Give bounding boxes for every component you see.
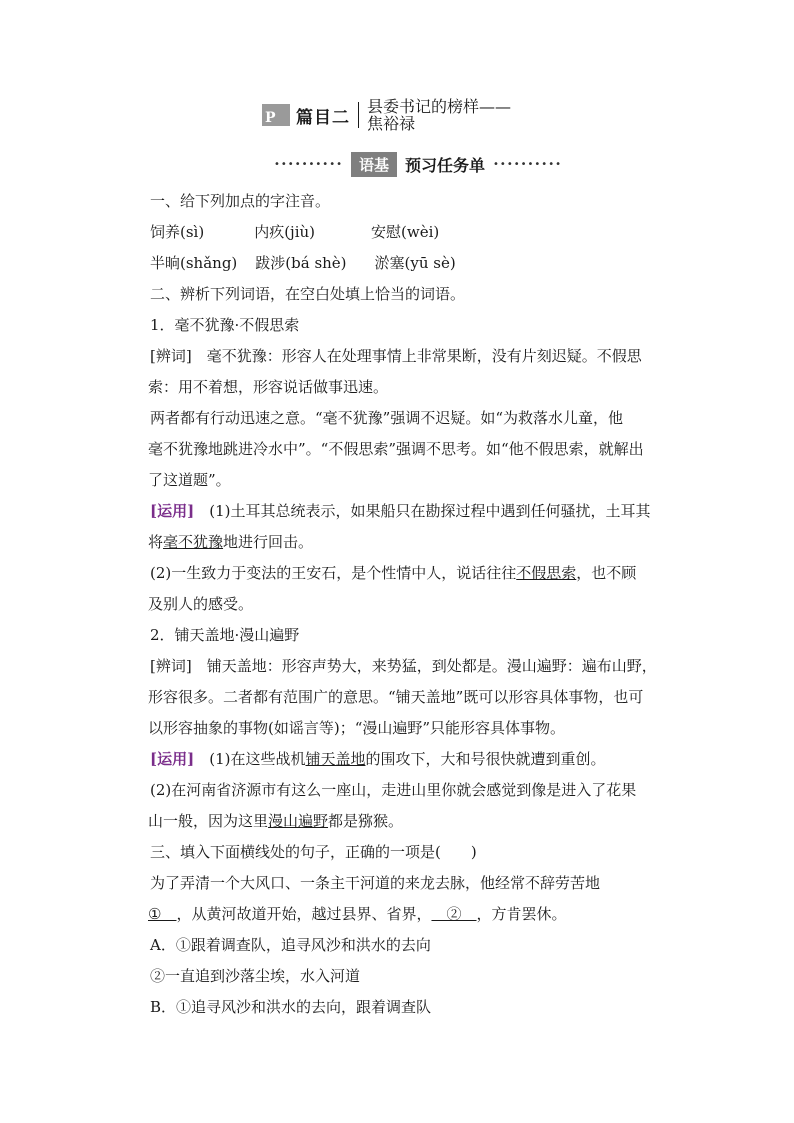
answer-underlined: 毫不犹豫 bbox=[163, 533, 224, 551]
q3-option-a-2: ②一直追到沙落尘埃，水入河道 bbox=[150, 967, 361, 985]
q3-stem-1: 为了弄清一个大风口、一条主干河道的来龙去脉，他经常不辞劳苦地 bbox=[150, 874, 601, 892]
answer-underlined: 铺天盖地 bbox=[305, 750, 366, 768]
q2-item-2-usage-1 bbox=[150, 744, 678, 775]
q2-item-2-bianxi-3: 以形容抽象的事物(如谣言等)；“漫山遍野”只能形容具体事物。 bbox=[148, 719, 566, 737]
usage-text: 都是猕猴。 bbox=[328, 812, 404, 830]
logo-letter: P bbox=[265, 110, 276, 126]
header-divider bbox=[358, 102, 359, 128]
usage-text: (1)在这些战机 bbox=[209, 750, 306, 768]
q1-heading: 一、给下列加点的字注音。 bbox=[150, 192, 331, 210]
q3-heading: 三、填入下面横线处的句子，正确的一项是( ) bbox=[150, 843, 477, 861]
usage-text: 地进行回击。 bbox=[223, 533, 314, 551]
page-header bbox=[262, 98, 511, 132]
q2-item-2-usage-2b bbox=[148, 806, 678, 837]
lesson-title bbox=[367, 98, 511, 132]
q2-item-2-title: 2．铺天盖地·漫山遍野 bbox=[150, 626, 300, 644]
banner-text: 预习任务单 bbox=[405, 156, 486, 175]
q2-item-1-usage-1 bbox=[150, 496, 678, 527]
q2-item-1-para-2: 毫不犹豫地跳进冷水中”。“不假思索”强调不思考。如“他不假思索，就解出 bbox=[148, 440, 644, 458]
usage-text: (1)土耳其总统表示，如果船只在勘探过程中遇到任何骚扰，土耳其 bbox=[209, 502, 651, 520]
section-banner bbox=[274, 152, 562, 177]
usage-text: (2)一生致力于变法的王安石，是个性情中人，说话往往 bbox=[150, 564, 517, 582]
blank-2: ② bbox=[431, 905, 477, 923]
q3-option-a-1: A．①跟着调查队，追寻风沙和洪水的去向 bbox=[150, 936, 431, 954]
banner-dots-right: •••••••••• bbox=[493, 159, 562, 170]
bianxi-label: [辨词] bbox=[150, 347, 192, 365]
q2-item-1-title: 1．毫不犹豫·不假思索 bbox=[150, 316, 300, 334]
lesson-title-line-2: 焦裕禄 bbox=[367, 114, 416, 133]
q1-row-1 bbox=[150, 217, 678, 248]
answer-underlined: 漫山遍野 bbox=[268, 812, 329, 830]
usage-text: 将 bbox=[148, 533, 164, 551]
bianxi-label: [辨词] bbox=[150, 657, 192, 675]
q2-item-1-usage-2b: 及别人的感受。 bbox=[148, 595, 254, 613]
blank-1: ① bbox=[148, 905, 177, 923]
bianxi-text: 铺天盖地：形容声势大，来势猛，到处都是。漫山遍野：遍布山野， bbox=[206, 657, 657, 675]
usage-text: ，也不顾 bbox=[576, 564, 637, 582]
q3-option-b-1: B．①追寻风沙和洪水的去向，跟着调查队 bbox=[150, 998, 432, 1016]
q2-item-2-usage-2: (2)在河南省济源市有这么一座山，走进山里你就会感觉到像是进入了花果 bbox=[150, 781, 637, 799]
q2-item-1-usage-1b bbox=[148, 527, 678, 558]
q2-heading: 二、辨析下列词语，在空白处填上恰当的词语。 bbox=[150, 285, 466, 303]
answer-underlined: 不假思索 bbox=[516, 564, 577, 582]
q3-stem-2 bbox=[148, 899, 678, 930]
section-label: 篇目二 bbox=[296, 107, 350, 128]
pinyin-item: 饲养(sì) bbox=[150, 223, 205, 241]
pinyin-item: 安慰(wèi) bbox=[371, 223, 440, 241]
q1-row-2 bbox=[150, 248, 678, 279]
stem-text: ，方肯罢休。 bbox=[476, 905, 567, 923]
pinyin-item: 跋涉(bá shè) bbox=[255, 254, 347, 272]
stem-text: ，从黄河故道开始，越过县界、省界， bbox=[176, 905, 432, 923]
pinyin-item: 半晌(shǎng) bbox=[150, 254, 238, 272]
lesson-title-line-1: 县委书记的榜样—— bbox=[367, 97, 512, 116]
q2-item-2-bianxi-1 bbox=[150, 651, 678, 682]
banner-tag: 语基 bbox=[351, 152, 397, 177]
usage-text: 的围攻下，大和号很快就遭到重创。 bbox=[365, 750, 606, 768]
main-content bbox=[150, 186, 678, 1023]
q2-item-1-bianxi-1 bbox=[150, 341, 678, 372]
q2-item-2-bianxi-2: 形容很多。二者都有范围广的意思。“铺天盖地”既可以形容具体事物，也可 bbox=[148, 688, 644, 706]
section-logo-icon bbox=[262, 104, 290, 126]
yunyong-label: [运用] bbox=[150, 750, 195, 768]
q2-item-1-para-3: 了这道题”。 bbox=[148, 471, 231, 489]
pinyin-item: 内疚(jiù) bbox=[254, 223, 316, 241]
yunyong-label: [运用] bbox=[150, 502, 195, 520]
banner-dots-left: •••••••••• bbox=[274, 159, 343, 170]
q2-item-1-usage-2 bbox=[150, 558, 678, 589]
usage-text: 山一般，因为这里 bbox=[148, 812, 269, 830]
pinyin-item: 淤塞(yū sè) bbox=[374, 254, 456, 272]
q2-item-1-para-1: 两者都有行动迅速之意。“毫不犹豫”强调不迟疑。如“为救落水儿童，他 bbox=[150, 409, 624, 427]
q2-item-1-bianxi-2: 索：用不着想，形容说话做事迅速。 bbox=[148, 378, 389, 396]
bianxi-text: 毫不犹豫：形容人在处理事情上非常果断，没有片刻迟疑。不假思 bbox=[206, 347, 642, 365]
